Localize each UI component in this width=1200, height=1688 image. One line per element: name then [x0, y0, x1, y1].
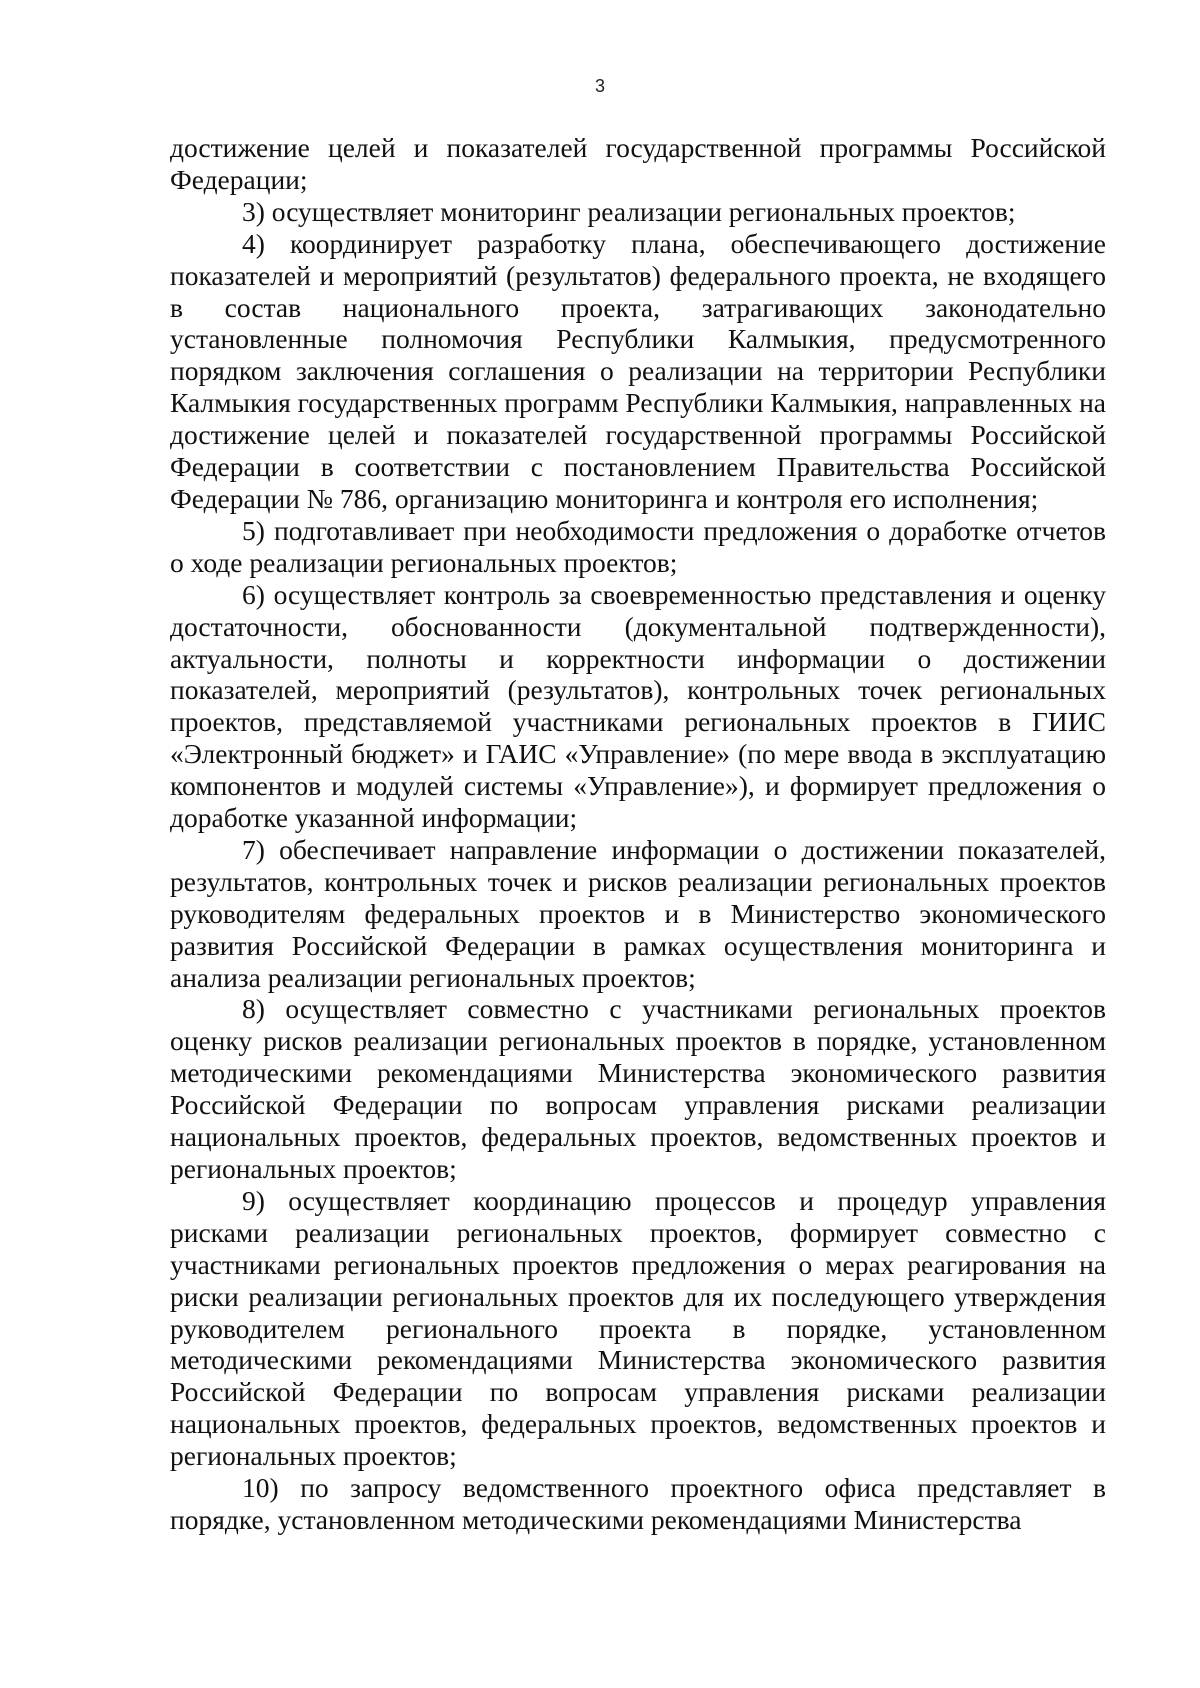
- paragraph-item-9: 9) осуществляет координацию процессов и процедур управления рисками реализации региональных проектов, формирует совместно с участниками региональных проектов предложения о мерах реагирования на риски реализации региональных проектов для их последующего утверждения руководителем регионального проекта в порядке, установленном методическими рекомендациями Министерства экономического развития Российской Федерации по вопросам управления рисками реализации национальных проектов, федеральных проектов, ведомственных проектов и региональных проектов;: [170, 1184, 1106, 1472]
- document-body: [170, 132, 1106, 1536]
- paragraph-item-5: 5) подготавливает при необходимости предложения о доработке отчетов о ходе реализации региональных проектов;: [170, 514, 1106, 578]
- paragraph-item-8: 8) осуществляет совместно с участниками региональных проектов оценку рисков реализации региональных проектов в порядке, установленном методическими рекомендациями Министерства экономического развития Российской Федерации по вопросам управления рисками реализации национальных проектов, федеральных проектов, ведомственных проектов и региональных проектов;: [170, 993, 1106, 1184]
- paragraph-continuation: достижение целей и показателей государственной программы Российской Федерации;: [170, 132, 1106, 195]
- paragraph-item-3: 3) осуществляет мониторинг реализации региональных проектов;: [242, 195, 1016, 227]
- paragraph-item-4: 4) координирует разработку плана, обеспечивающего достижение показателей и мероприятий (результатов) федерального проекта, не входящего в состав национального проекта, затрагивающих законодательно установленные полномочия Республики Калмыкия, предусмотренного порядком заключения соглашения о реализации на территории Республики Калмыкия государственных программ Республики Калмыкия, направленных на достижение целей и показателей государственной программы Российской Федерации в соответствии с постановлением Правительства Российской Федерации № 786, организацию мониторинга и контроля его исполнения;: [170, 227, 1106, 514]
- page-number: 3: [594, 76, 605, 96]
- paragraph-item-7: 7) обеспечивает направление информации о достижении показателей, результатов, контрольных точек и рисков реализации региональных проектов руководителям федеральных проектов и в Министерство экономического развития Российской Федерации в рамках осуществления мониторинга и анализа реализации региональных проектов;: [170, 833, 1106, 993]
- paragraph-item-10: 10) по запросу ведомственного проектного офиса представляет в порядке, установленном методическими рекомендациями Министерства: [170, 1472, 1106, 1535]
- paragraph-item-6: 6) осуществляет контроль за своевременностью представления и оценку достаточности, обоснованности (документальной подтвержденности), актуальности, полноты и корректности информации о достижении показателей, мероприятий (результатов), контрольных точек региональных проектов, представляемой участниками региональных проектов в ГИИС «Электронный бюджет» и ГАИС «Управление» (по мере ввода в эксплуатацию компонентов и модулей системы «Управление»), и формирует предложения о доработке указанной информации;: [170, 578, 1106, 834]
